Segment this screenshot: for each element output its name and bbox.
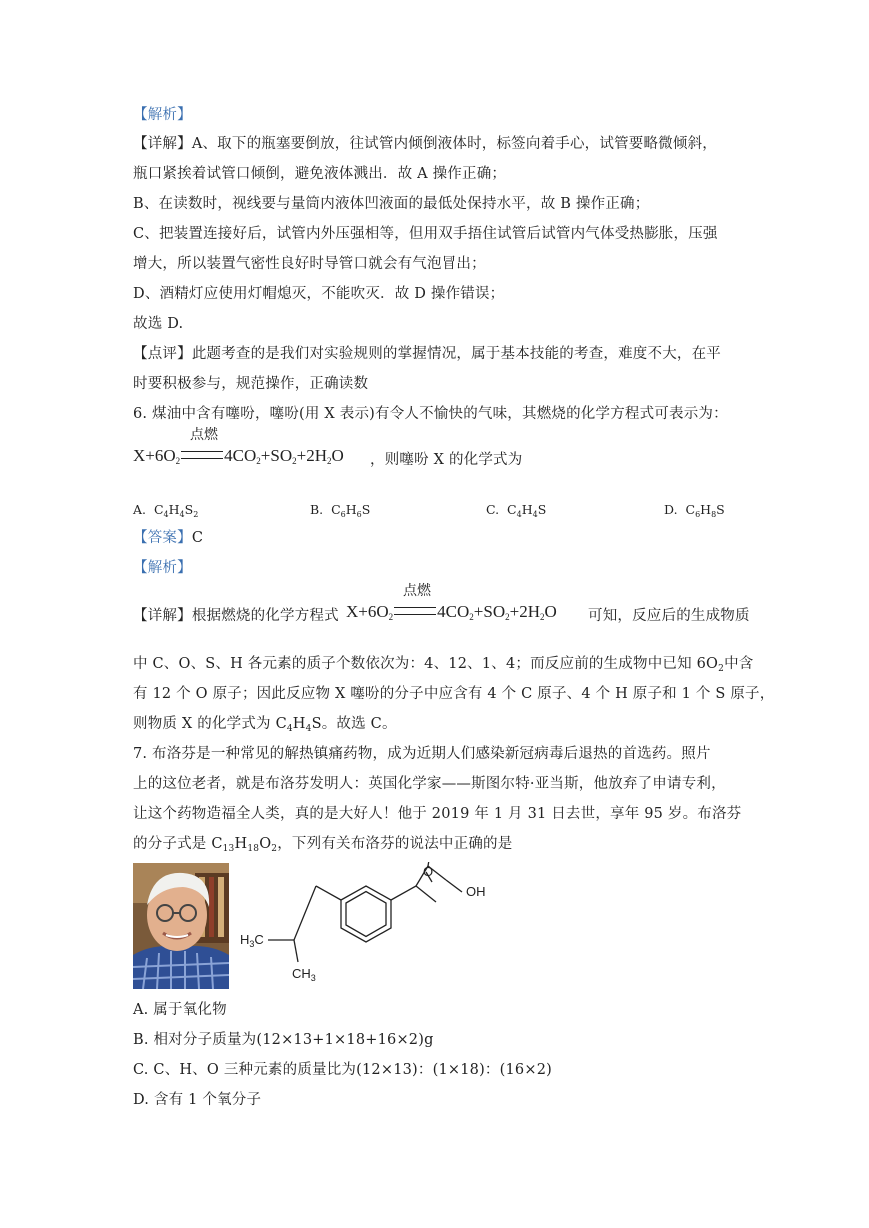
- option-7b: B. 相对分子质量为(12×13+1×18+16×2)g: [133, 1032, 434, 1048]
- condition-ignite: 点燃: [190, 427, 218, 443]
- oxygen-label: O: [423, 864, 434, 879]
- answer-line: 【答案】C: [133, 530, 204, 546]
- comment-line-1: 【点评】此题考查的是我们对实验规则的掌握情况，属于基本技能的考查，难度不大，在平: [133, 346, 722, 362]
- question-7-line-2: 上的这位老者，就是布洛芬发明人：英国化学家——斯图尔特·亚当斯，他放弃了申请专利，: [133, 776, 726, 792]
- q6-detail-2: 中 C、O、S、H 各元素的质子个数依次为：4、12、1、4；而反应前的生成物中已知 $6O_2$中含: [133, 656, 754, 674]
- comment-line-2: 时要积极参与，规范操作，正确读数: [133, 376, 369, 392]
- q6-detail-3: 有 12 个 O 原子；因此反应物 X 噻吩的分子中应含有 4 个 C 原子、4 个 H 原子和 1 个 S 原子，: [133, 686, 775, 702]
- detail-line-7: 故选 D.: [133, 316, 184, 332]
- detail-line-3: B、在读数时，视线要与量筒内液体凹液面的最低处保持水平，故 B 操作正确；: [133, 196, 650, 212]
- question-7-line-1: 7. 布洛芬是一种常见的解热镇痛药物，成为近期人们感染新冠病毒后退热的首选药。照片: [133, 746, 711, 762]
- q6-detail-tail: 可知，反应后的生成物质: [588, 608, 750, 624]
- h3c-label: $H_3C$: [240, 932, 264, 949]
- detail-line-6: D、酒精灯应使用灯帽熄灭，不能吹灭．故 D 操作错误；: [133, 286, 505, 302]
- q6-detail-start: 【详解】根据燃烧的化学方程式: [133, 608, 339, 624]
- equals-double-bar: [181, 451, 223, 459]
- option-6d: D. $C_6H_8S$: [664, 502, 725, 519]
- ch3-label: $CH_3$: [292, 966, 316, 983]
- section-analysis-header-2: 【解析】: [133, 560, 192, 576]
- detail-line-5: 增大，所以装置气密性良好时导管口就会有气泡冒出；: [133, 256, 486, 272]
- section-analysis-header: 【解析】: [133, 107, 192, 123]
- detail-line-4: C、把装置连接好后，试管内外压强相等，但用双手捂住试管后试管内气体受热膨胀，压强: [133, 226, 718, 242]
- option-7d: D. 含有 1 个氧分子: [133, 1092, 262, 1108]
- equals-double-bar-2: [394, 607, 436, 615]
- option-7c: C. C、H、O 三种元素的质量比为(12×13)：(1×18)：(16×2): [133, 1062, 552, 1078]
- equation-2: $X+6O_2$ $4CO_2+SO_2+2H_2O$ 点燃: [346, 602, 557, 622]
- option-6c: C. $C_4H_4S$: [486, 502, 547, 519]
- q6-detail-4: 则物质 X 的化学式为 $C_4H_4S$。故选 C。: [133, 716, 397, 734]
- detail-line-2: 瓶口紧挨着试管口倾倒，避免液体溅出．故 A 操作正确；: [133, 166, 507, 182]
- question-6-tail: ，则噻吩 X 的化学式为: [370, 452, 523, 468]
- condition-ignite-2: 点燃: [403, 583, 431, 599]
- inventor-photo: [133, 863, 229, 989]
- option-6a: A. $C_4H_4S_2$: [133, 502, 199, 519]
- question-7-line-4: 的分子式是 $C_{13}H_{18}O_2$，下列有关布洛芬的说法中正确的是: [133, 836, 513, 854]
- hydroxyl-label: OH: [466, 884, 486, 899]
- ibuprofen-structure: [236, 862, 506, 992]
- detail-line-1: 【详解】A、取下的瓶塞要倒放，往试管内倾倒液体时，标签向着手心，试管要略微倾斜，: [133, 136, 717, 152]
- equation-1: $X+6O_2$ $4CO_2+SO_2+2H_2O$ 点燃: [133, 446, 344, 466]
- question-7-line-3: 让这个药物造福全人类，真的是大好人！他于 2019 年 1 月 31 日去世，享年 95 岁。布洛芬: [133, 806, 742, 822]
- option-7a: A. 属于氧化物: [133, 1002, 227, 1018]
- option-6b: B. $C_6H_6S$: [310, 502, 371, 519]
- question-6-stem: 6. 煤油中含有噻吩，噻吩(用 X 表示)有令人不愉快的气味，其燃烧的化学方程式可表示为：: [133, 406, 728, 422]
